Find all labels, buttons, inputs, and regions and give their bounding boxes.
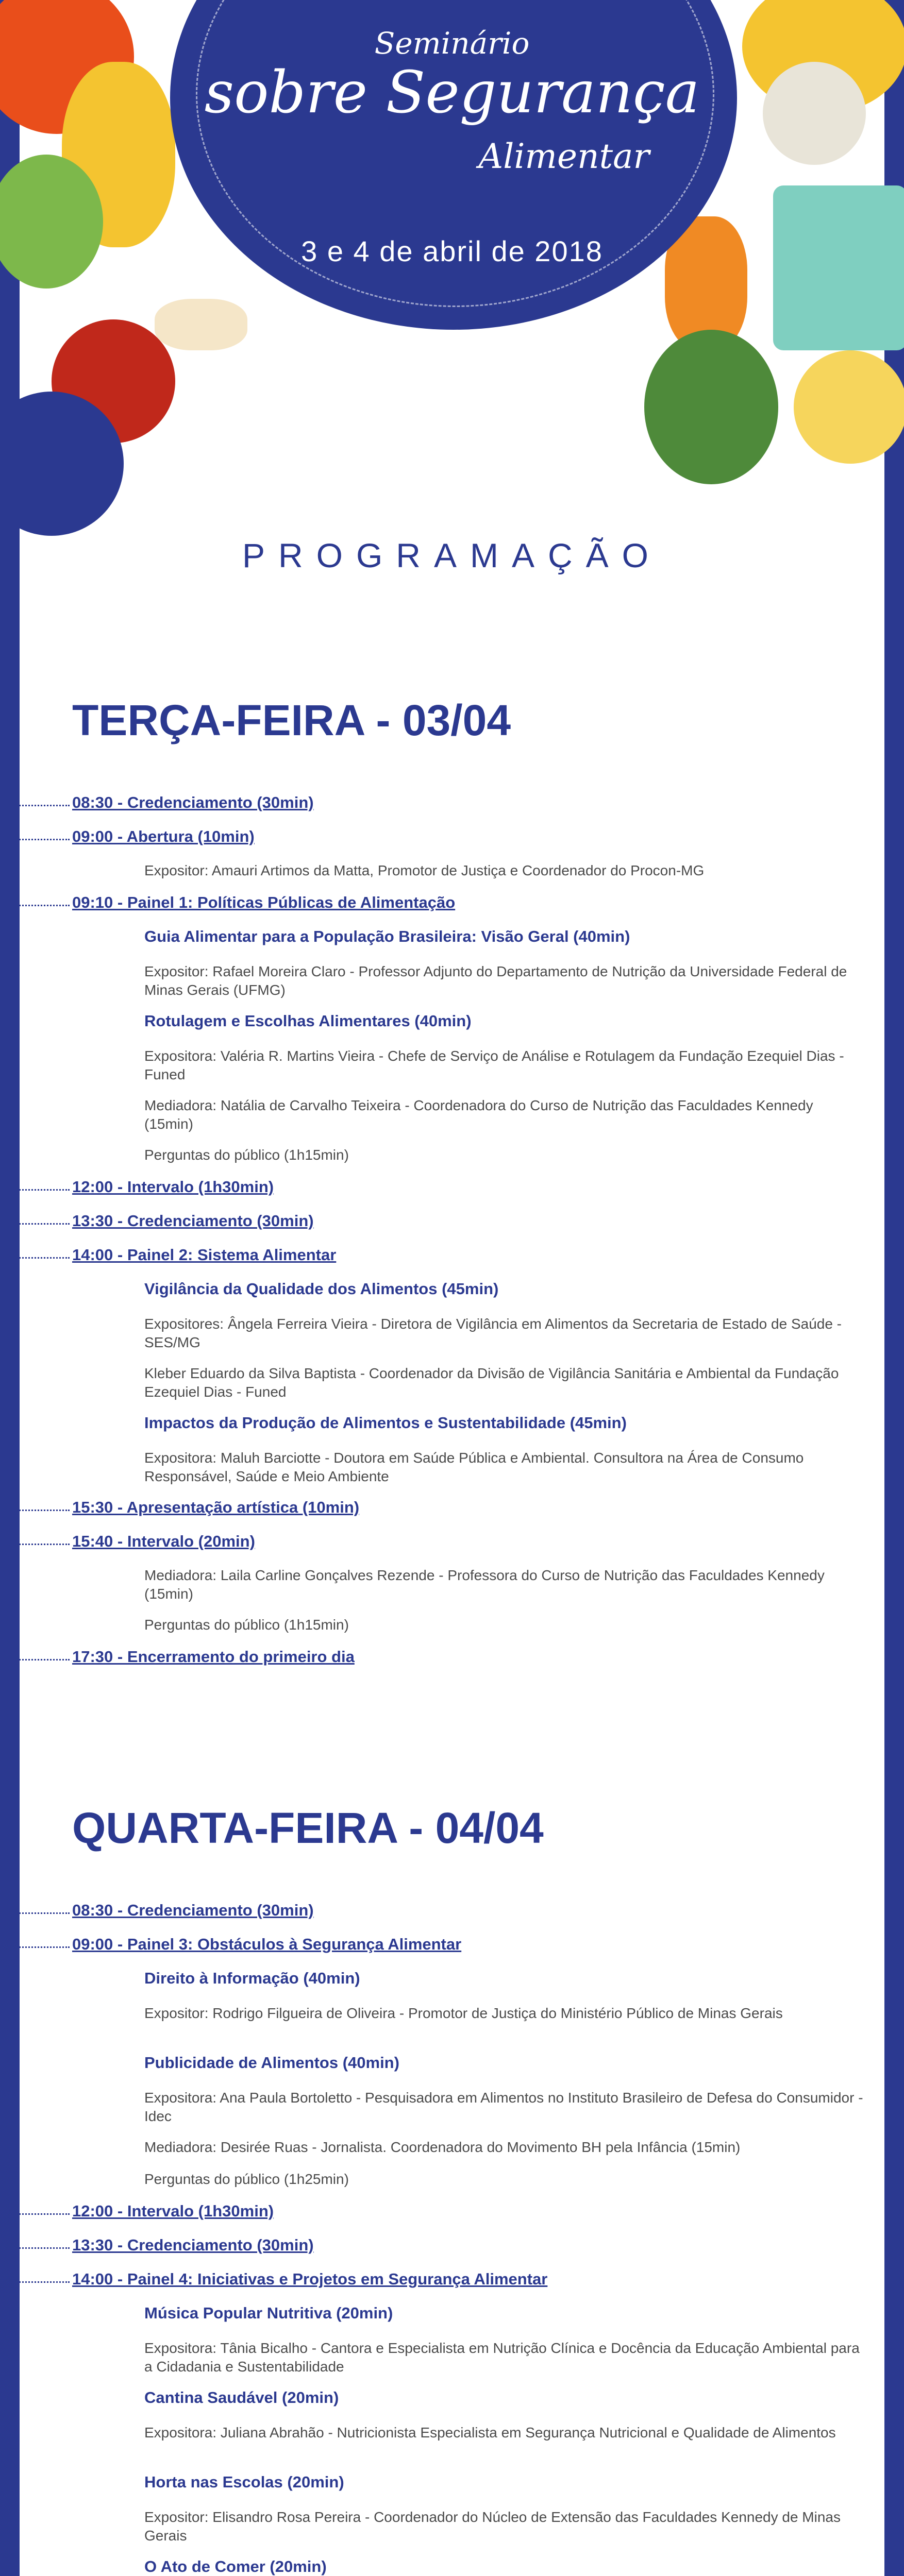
session-detail: Expositor: Rafael Moreira Claro - Professor Adjunto do Departamento de Nutrição da Universidade Federal de Minas Gerais (UFMG): [144, 963, 847, 998]
dotted-leader: [10, 1544, 70, 1545]
session-detail: Perguntas do público (1h15min): [144, 1617, 349, 1633]
session-detail: Expositor: Rodrigo Filgueira de Oliveira - Promotor de Justiça do Ministério Público de Minas Gerais: [144, 2005, 783, 2021]
vegetable-illustration: [155, 299, 247, 350]
dotted-leader: [10, 2247, 70, 2249]
schedule-time-entry: 12:00 - Intervalo (1h30min): [72, 2202, 274, 2220]
event-title: sobre Segurança: [204, 59, 700, 126]
session-title: Horta nas Escolas (20min): [144, 2473, 344, 2491]
dotted-leader: [10, 1659, 70, 1660]
vegetable-illustration: [644, 330, 778, 484]
schedule-time-entry: 12:00 - Intervalo (1h30min): [72, 1178, 274, 1196]
session-title: Direito à Informação (40min): [144, 1969, 360, 1987]
schedule-time-entry: 15:40 - Intervalo (20min): [72, 1532, 255, 1550]
day-title: TERÇA-FEIRA - 03/04: [72, 696, 511, 744]
dotted-leader: [10, 805, 70, 806]
session-detail: Expositores: Ângela Ferreira Vieira - Diretora de Vigilância em Alimentos da Secretaria de Estado de Saúde - SES/MG: [144, 1316, 842, 1350]
session-detail: Mediadora: Desirée Ruas - Jornalista. Coordenadora do Movimento BH pela Infância (15min): [144, 2139, 741, 2155]
day-title: QUARTA-FEIRA - 04/04: [72, 1804, 544, 1852]
dotted-leader: [10, 1510, 70, 1511]
schedule-time-entry: 09:10 - Painel 1: Políticas Públicas de Alimentação: [72, 893, 456, 911]
schedule-time-entry: 17:30 - Encerramento do primeiro dia: [72, 1648, 355, 1666]
event-title-prefix: Seminário: [374, 26, 530, 61]
schedule-time-entry: 15:30 - Apresentação artística (10min): [72, 1498, 360, 1516]
schedule-time-entry: 08:30 - Credenciamento (30min): [72, 793, 314, 811]
dotted-leader: [10, 1946, 70, 1948]
schedule-time-entry: 14:00 - Painel 4: Iniciativas e Projetos em Segurança Alimentar: [72, 2270, 548, 2288]
session-detail: Expositor: Elisandro Rosa Pereira - Coordenador do Núcleo de Extensão das Faculdades Kennedy de Minas Gerais: [144, 2509, 841, 2544]
session-title: Rotulagem e Escolhas Alimentares (40min): [144, 1012, 472, 1030]
session-detail: Kleber Eduardo da Silva Baptista - Coordenador da Divisão de Vigilância Sanitária e Ambiental da Fundação Ezequiel Dias - Funed: [144, 1365, 839, 1400]
session-title: O Ato de Comer (20min): [144, 2557, 327, 2575]
dotted-leader: [10, 1912, 70, 1914]
schedule-time-entry: 08:30 - Credenciamento (30min): [72, 1901, 314, 1919]
session-detail: Expositora: Juliana Abrahão - Nutricionista Especialista em Segurança Nutricional e Qualidade de Alimentos: [144, 2425, 836, 2441]
session-title: Cantina Saudável (20min): [144, 2388, 339, 2406]
session-title: Guia Alimentar para a População Brasileira: Visão Geral (40min): [144, 927, 630, 945]
dotted-leader: [10, 1189, 70, 1191]
session-detail: Perguntas do público (1h15min): [144, 1147, 349, 1163]
session-title: Impactos da Produção de Alimentos e Sustentabilidade (45min): [144, 1414, 627, 1432]
dotted-leader: [10, 839, 70, 840]
session-detail: Mediadora: Natália de Carvalho Teixeira - Coordenadora do Curso de Nutrição das Faculdades Kennedy (15min): [144, 1097, 813, 1132]
event-date: 3 e 4 de abril de 2018: [301, 235, 603, 267]
session-title: Vigilância da Qualidade dos Alimentos (45min): [144, 1280, 499, 1298]
session-detail: Expositora: Tânia Bicalho - Cantora e Especialista em Nutrição Clínica e Docência da Educação Ambiental para a Cidadania e Sustentabilidade: [144, 2340, 860, 2375]
vegetable-illustration: [773, 185, 904, 350]
session-detail: Expositora: Valéria R. Martins Vieira - Chefe de Serviço de Análise e Rotulagem da Fundação Ezequiel Dias - Funed: [144, 1048, 844, 1082]
header-banner: [0, 0, 904, 515]
session-detail: Mediadora: Laila Carline Gonçalves Rezende - Professora do Curso de Nutrição das Faculdades Kennedy (15min): [144, 1567, 825, 1602]
session-detail: Expositora: Maluh Barciotte - Doutora em Saúde Pública e Ambiental. Consultora na Área de Consumo Responsável, Saúde e Meio Ambiente: [144, 1450, 804, 1484]
dotted-leader: [10, 2213, 70, 2215]
dotted-leader: [10, 905, 70, 906]
session-detail: Expositora: Ana Paula Bortoletto - Pesquisadora em Alimentos no Instituto Brasileiro de Defesa do Consumidor - Idec: [144, 2090, 863, 2124]
session-title: Publicidade de Alimentos (40min): [144, 2054, 399, 2072]
schedule-time-entry: 13:30 - Credenciamento (30min): [72, 1212, 314, 1230]
schedule-time-entry: 09:00 - Abertura (10min): [72, 827, 255, 845]
dotted-leader: [10, 1223, 70, 1225]
program-title: PROGRAMAÇÃO: [242, 536, 662, 574]
vegetable-illustration: [794, 350, 904, 464]
schedule-time-entry: 14:00 - Painel 2: Sistema Alimentar: [72, 1246, 337, 1264]
session-detail: Perguntas do público (1h25min): [144, 2171, 349, 2187]
dotted-leader: [10, 1257, 70, 1259]
schedule-time-entry: 13:30 - Credenciamento (30min): [72, 2236, 314, 2254]
session-detail: Expositor: Amauri Artimos da Matta, Promotor de Justiça e Coordenador do Procon-MG: [144, 862, 705, 878]
schedule-time-entry: 09:00 - Painel 3: Obstáculos à Segurança Alimentar: [72, 1935, 462, 1953]
dotted-leader: [10, 2281, 70, 2283]
event-title-suffix: Alimentar: [478, 137, 649, 176]
session-title: Música Popular Nutritiva (20min): [144, 2304, 393, 2322]
